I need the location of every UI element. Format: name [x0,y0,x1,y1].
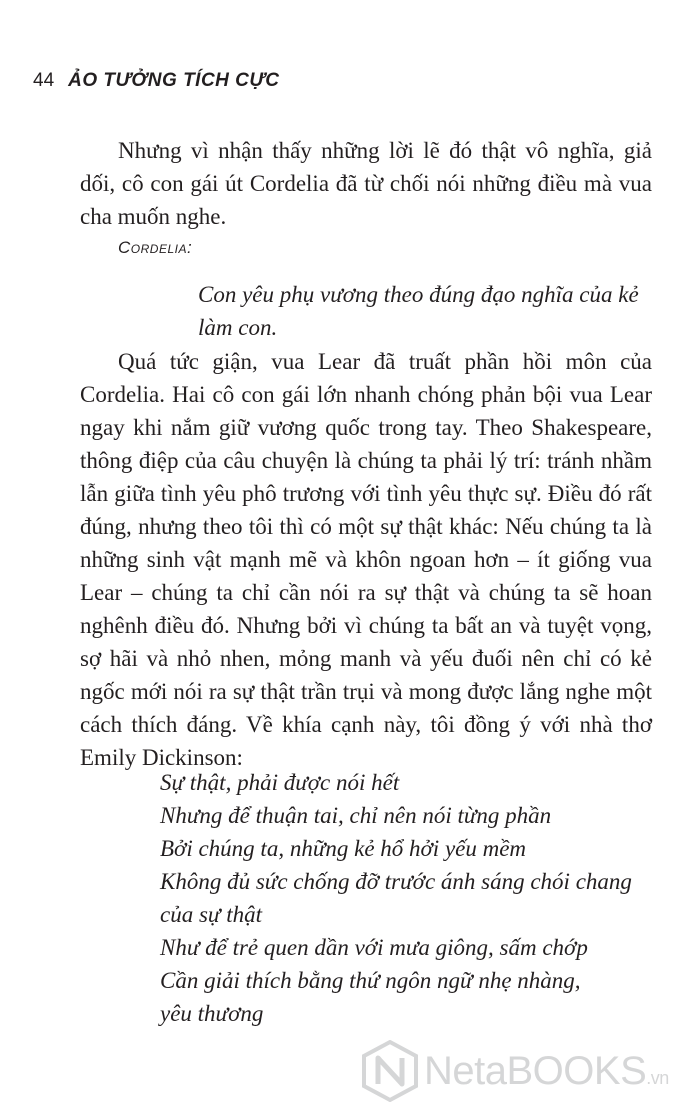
neta-logo-icon [362,1040,418,1102]
poem-line: Cần giải thích bằng thứ ngôn ngữ nhẹ nhàng, [160,968,581,993]
speaker-label: Cordelia: [118,238,193,257]
poem-line: Như để trẻ quen dần với mưa giông, sấm chớp [160,935,588,960]
watermark-suffix: .vn [646,1067,669,1088]
poem-line: Nhưng để thuận tai, chỉ nên nói từng phần [160,803,552,828]
page-number: 44 [33,70,55,91]
poem-line: Không đủ sức chống đỡ trước ánh sáng chói chang [160,869,632,894]
paragraph-2: Quá tức giận, vua Lear đã truất phần hồi môn của Cordelia. Hai cô con gái lớn nhanh chóng phản bội vua Lear ngay khi nắm giữ vương quốc trong tay. Theo Shakespeare, thông điệp của câu chuyện là chúng ta phải lý trí: tránh nhầm lẫn giữa tình yêu phô trương với tình yêu thực sự. Điều đó rất đúng, nhưng theo tôi thì có một sự thật khác: Nếu chúng ta là những sinh vật mạnh mẽ và khôn ngoan hơn – ít giống vua Lear – chúng ta chỉ cần nói ra sự thật và chúng ta sẽ hoan nghênh điều đó. Nhưng bởi vì chúng ta bất an và tuyệt vọng, sợ hãi và nhỏ nhen, mỏng manh và yếu đuối nên chỉ có kẻ ngốc mới nói ra sự thật trần trụi và mong được lắng nghe một cách thích đáng. Về khía cạnh này, tôi đồng ý với nhà thơ Emily Dickinson: [80,349,652,770]
watermark [362,1040,669,1102]
running-title: ẢO TƯỞNG TÍCH CỰC [68,70,280,91]
running-header [33,70,280,92]
poem-line: của sự thật [160,902,262,927]
poem-line: Sự thật, phải được nói hết [160,770,400,795]
cordelia-quote: Con yêu phụ vương theo đúng đạo nghĩa của kẻ làm con. [198,282,639,340]
poem-line: yêu thương [160,1001,264,1026]
watermark-brand: NetaBOOKS.vn [424,1048,669,1093]
poem [160,766,632,1030]
poem-line: Bởi chúng ta, những kẻ hổ hởi yếu mềm [160,836,527,861]
paragraph-1: Nhưng vì nhận thấy những lời lẽ đó thật vô nghĩa, giả dối, cô con gái út Cordelia đã từ chối nói những điều mà vua cha muốn nghe. [80,138,652,229]
